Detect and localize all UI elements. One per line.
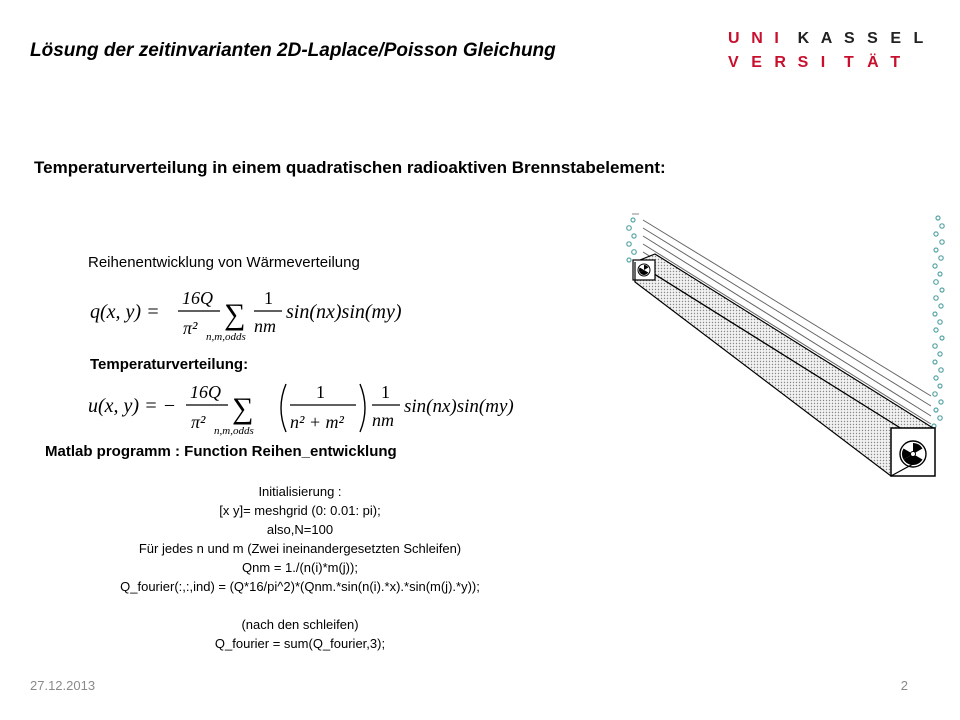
- formula-lhs: q(x, y) =: [90, 301, 160, 323]
- rod-top-face: [635, 254, 933, 436]
- code-line: [40, 596, 560, 615]
- logo-letter: E: [890, 30, 901, 47]
- logo-letter: T: [890, 54, 901, 71]
- formula-frac-den: nm: [254, 316, 276, 336]
- code-line: Q_fourier = sum(Q_fourier,3);: [214, 636, 386, 651]
- formula-frac-num: 1: [381, 382, 390, 402]
- right-paren-icon: [360, 384, 365, 432]
- formula-heat-distribution: [90, 282, 430, 344]
- slide-subtitle: Temperaturverteilung in einem quadratischen radioaktiven Brennstabelement:: [34, 158, 666, 177]
- formula-paren-den: n² + m²: [290, 412, 344, 432]
- footer-date: 27.12.2013: [30, 678, 96, 693]
- matlab-code-block: [40, 482, 560, 653]
- logo-letter: S: [867, 30, 878, 47]
- formula-frac-den: nm: [372, 410, 394, 430]
- logo-letter: V: [728, 54, 739, 71]
- formula-coef-num: 16Q: [190, 382, 221, 402]
- logo-line-2: [728, 54, 914, 72]
- left-paren-icon: [281, 384, 286, 432]
- logo-letter: E: [751, 54, 762, 71]
- logo-letter: A: [820, 30, 833, 47]
- university-logo: [728, 30, 928, 76]
- code-line: also,N=100: [266, 522, 334, 537]
- code-line: Q_fourier(:,:,ind) = (Q*16/pi^2)*(Qnm.*sin(n(i).*x).*sin(m(j).*y));: [120, 579, 480, 594]
- sum-symbol-icon: ∑: [232, 392, 254, 425]
- fuel-rod-illustration: [615, 210, 950, 482]
- formula-coef-num: 16Q: [182, 288, 213, 308]
- series-label: Reihenentwicklung von Wärmeverteilung: [88, 254, 360, 271]
- formula-frac-num: 1: [264, 288, 273, 308]
- formula-lhs: u(x, y) = −: [88, 395, 177, 417]
- sum-symbol-icon: ∑: [224, 298, 246, 331]
- code-line: (nach den schleifen): [241, 617, 359, 632]
- formula-sum-sub: n,m,odds: [214, 425, 254, 437]
- code-line: [x y]= meshgrid (0: 0.01: pi);: [219, 503, 381, 518]
- logo-letter: I: [774, 30, 779, 47]
- logo-letter: N: [751, 30, 763, 47]
- code-line: Qnm = 1./(n(i)*m(j));: [242, 560, 358, 575]
- formula-sum-sub: n,m,odds: [206, 331, 246, 343]
- slide-title: Lösung der zeitinvarianten 2D-Laplace/Poisson Gleichung: [30, 40, 556, 61]
- logo-line-1: [728, 30, 937, 48]
- logo-letter: R: [774, 54, 786, 71]
- radiation-icon: [900, 441, 926, 467]
- page-number: 2: [900, 678, 908, 693]
- temperature-label: Temperaturverteilung:: [90, 356, 249, 373]
- formula-paren-num: 1: [316, 382, 325, 402]
- coolant-dots-right: [932, 216, 944, 428]
- logo-letter: L: [913, 30, 924, 47]
- code-line: Für jedes n und m (Zwei ineinandergesetzten Schleifen): [138, 541, 462, 556]
- logo-letter: I: [820, 54, 826, 71]
- formula-tail: sin(nx)sin(my): [286, 301, 402, 323]
- logo-letter: S: [797, 54, 809, 71]
- formula-coef-den: π²: [183, 318, 198, 338]
- logo-letter: K: [797, 30, 810, 47]
- formula-coef-den: π²: [191, 412, 206, 432]
- logo-letter: Ä: [867, 54, 879, 71]
- formula-tail: sin(nx)sin(my): [404, 396, 514, 417]
- logo-letter: U: [728, 30, 740, 47]
- radiation-small-icon: [638, 264, 650, 276]
- code-line: Initialisierung :: [258, 484, 342, 499]
- matlab-label: Matlab programm : Function Reihen_entwicklung: [45, 443, 397, 460]
- logo-letter: S: [843, 30, 855, 47]
- logo-letter: T: [843, 54, 854, 71]
- formula-temperature-distribution: [88, 378, 514, 440]
